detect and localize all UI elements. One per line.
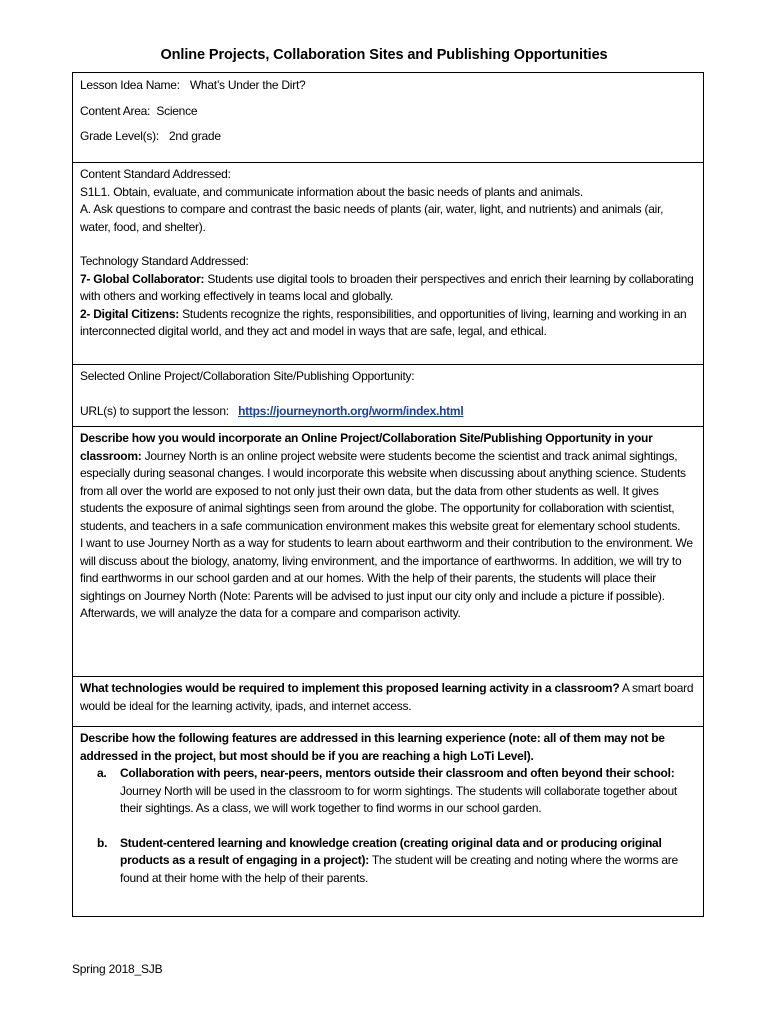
lesson-info-cell xyxy=(73,73,704,163)
incorporate-row xyxy=(73,427,704,677)
technologies-row xyxy=(73,677,704,727)
technologies-cell xyxy=(73,677,704,727)
feature-item-b xyxy=(80,835,696,888)
feature-item-b-marker: b. xyxy=(97,835,108,850)
selected-site-heading: Selected Online Project/Collaboration Site/Publishing Opportunity: xyxy=(80,369,415,383)
content-standard-line-2: A. Ask questions to compare and contrast the basic needs of plants (air, water, light, and nutrients) and animals (air, water, food, and shelter). xyxy=(80,202,664,234)
content-area-label: Content Area: xyxy=(80,103,151,118)
technology-standard-heading: Technology Standard Addressed: xyxy=(80,254,249,268)
incorporate-cell xyxy=(73,427,704,677)
url-line xyxy=(80,403,696,421)
features-intro xyxy=(80,730,696,765)
url-label: URL(s) to support the lesson: xyxy=(80,403,229,418)
page-footer: Spring 2018_SJB xyxy=(72,962,163,976)
technology-standard-item-1-label: 7- Global Collaborator: xyxy=(80,271,205,286)
incorporate-paragraph-2: I want to use Journey North as a way for students to learn about earthworm and their contribution to the environment. We will discuss about the biology, anatomy, living environment, and the importance of earthworms. In addition, we will try to find earthworms in our school garden and at our homes. With the help of their parents, the students will place their sightings on Journey North (Note: Parents will be advised to just input our city only and include a picture if possible). Afterwards, we will analyze the data for a compare and comparison activity. xyxy=(80,536,693,620)
technology-standard-item-1 xyxy=(80,271,696,306)
feature-item-a xyxy=(80,765,696,818)
lesson-table xyxy=(72,72,704,917)
technology-standard-item-2-text: Students recognize the rights, responsibilities, and opportunities of living, learning and working in an interconnected digital world, and they act and model in ways that are safe, legal, and ethical. xyxy=(80,306,687,338)
feature-item-b-heading: Student-centered learning and knowledge creation (creating original data and or producing original products as a result of engaging in a project): xyxy=(120,835,662,867)
selected-site-cell xyxy=(73,365,704,427)
lesson-name-value: What’s Under the Dirt? xyxy=(189,78,306,92)
grade-level-value: 2nd grade xyxy=(168,129,221,143)
feature-item-a-text: Journey North will be used in the classroom to for worm sightings. The students will collaborate together about their sightings. As a class, we will work together to find worms in our school garden. xyxy=(120,783,677,815)
incorporate-answer-1: Journey North is an online project website were students become the scientist and track animal sightings, especially during seasonal changes. I would incorporate this website when discussing about anything science. Students from all over the world are exposed to not only just their own data, but the data from other students as well. It gives students the exposure of animal sightings seen from around the globe. The opportunity for collaboration with scientist, students, and teachers in a safe communication environment makes this website great for elementary school students. xyxy=(80,448,686,533)
features-intro-text: Describe how the following features are addressed in this learning experience (note: all of them may not be addressed in the project, but most should be if you are reaching a high LoTi Level). xyxy=(80,731,665,763)
features-cell xyxy=(73,727,704,917)
lesson-name-label: Lesson Idea Name: xyxy=(80,78,180,92)
technologies-answer: A smart board would be ideal for the learning activity, ipads, and internet access. xyxy=(80,681,694,713)
content-standard-heading: Content Standard Addressed: xyxy=(80,167,231,181)
selected-site-row xyxy=(73,365,704,427)
incorporate-question: Describe how you would incorporate an Online Project/Collaboration Site/Publishing Opportunity in your classroom: xyxy=(80,431,653,463)
content-area-value: Science xyxy=(156,103,198,118)
feature-item-a-heading: Collaboration with peers, near-peers, mentors outside their classroom and often beyond their school: xyxy=(120,766,675,780)
technology-standard-item-1-text: Students use digital tools to broaden their perspectives and enrich their learning by collaborating with others and working effectively in teams local and globally. xyxy=(80,271,694,303)
lesson-info-row xyxy=(73,73,704,163)
technologies-paragraph xyxy=(80,680,696,715)
feature-list-gap xyxy=(80,818,696,835)
grade-level-field xyxy=(80,128,696,146)
grade-level-label: Grade Level(s): xyxy=(80,129,159,143)
technology-standard-item-2 xyxy=(80,306,696,341)
document-title: Online Projects, Collaboration Sites and Publishing Opportunities xyxy=(160,47,608,63)
feature-item-a-marker: a. xyxy=(97,766,107,780)
content-standard-line-1: S1L1. Obtain, evaluate, and communicate information about the basic needs of plants and animals. xyxy=(80,184,583,199)
content-area-field xyxy=(80,103,696,121)
technologies-question: What technologies would be required to implement this proposed learning activity in a classroom? xyxy=(80,681,620,695)
features-list xyxy=(80,765,696,887)
technology-standard-item-2-label: 2- Digital Citizens: xyxy=(80,306,180,321)
lesson-name-field xyxy=(80,77,696,95)
standards-cell xyxy=(73,163,704,365)
standards-row xyxy=(73,163,704,365)
incorporate-paragraph-1 xyxy=(80,430,696,535)
journey-north-link[interactable]: https://journeynorth.org/worm/index.html xyxy=(238,403,464,418)
features-row xyxy=(73,727,704,917)
feature-item-b-text: The student will be creating and noting where the worms are found at their home with the help of their parents. xyxy=(120,853,678,885)
